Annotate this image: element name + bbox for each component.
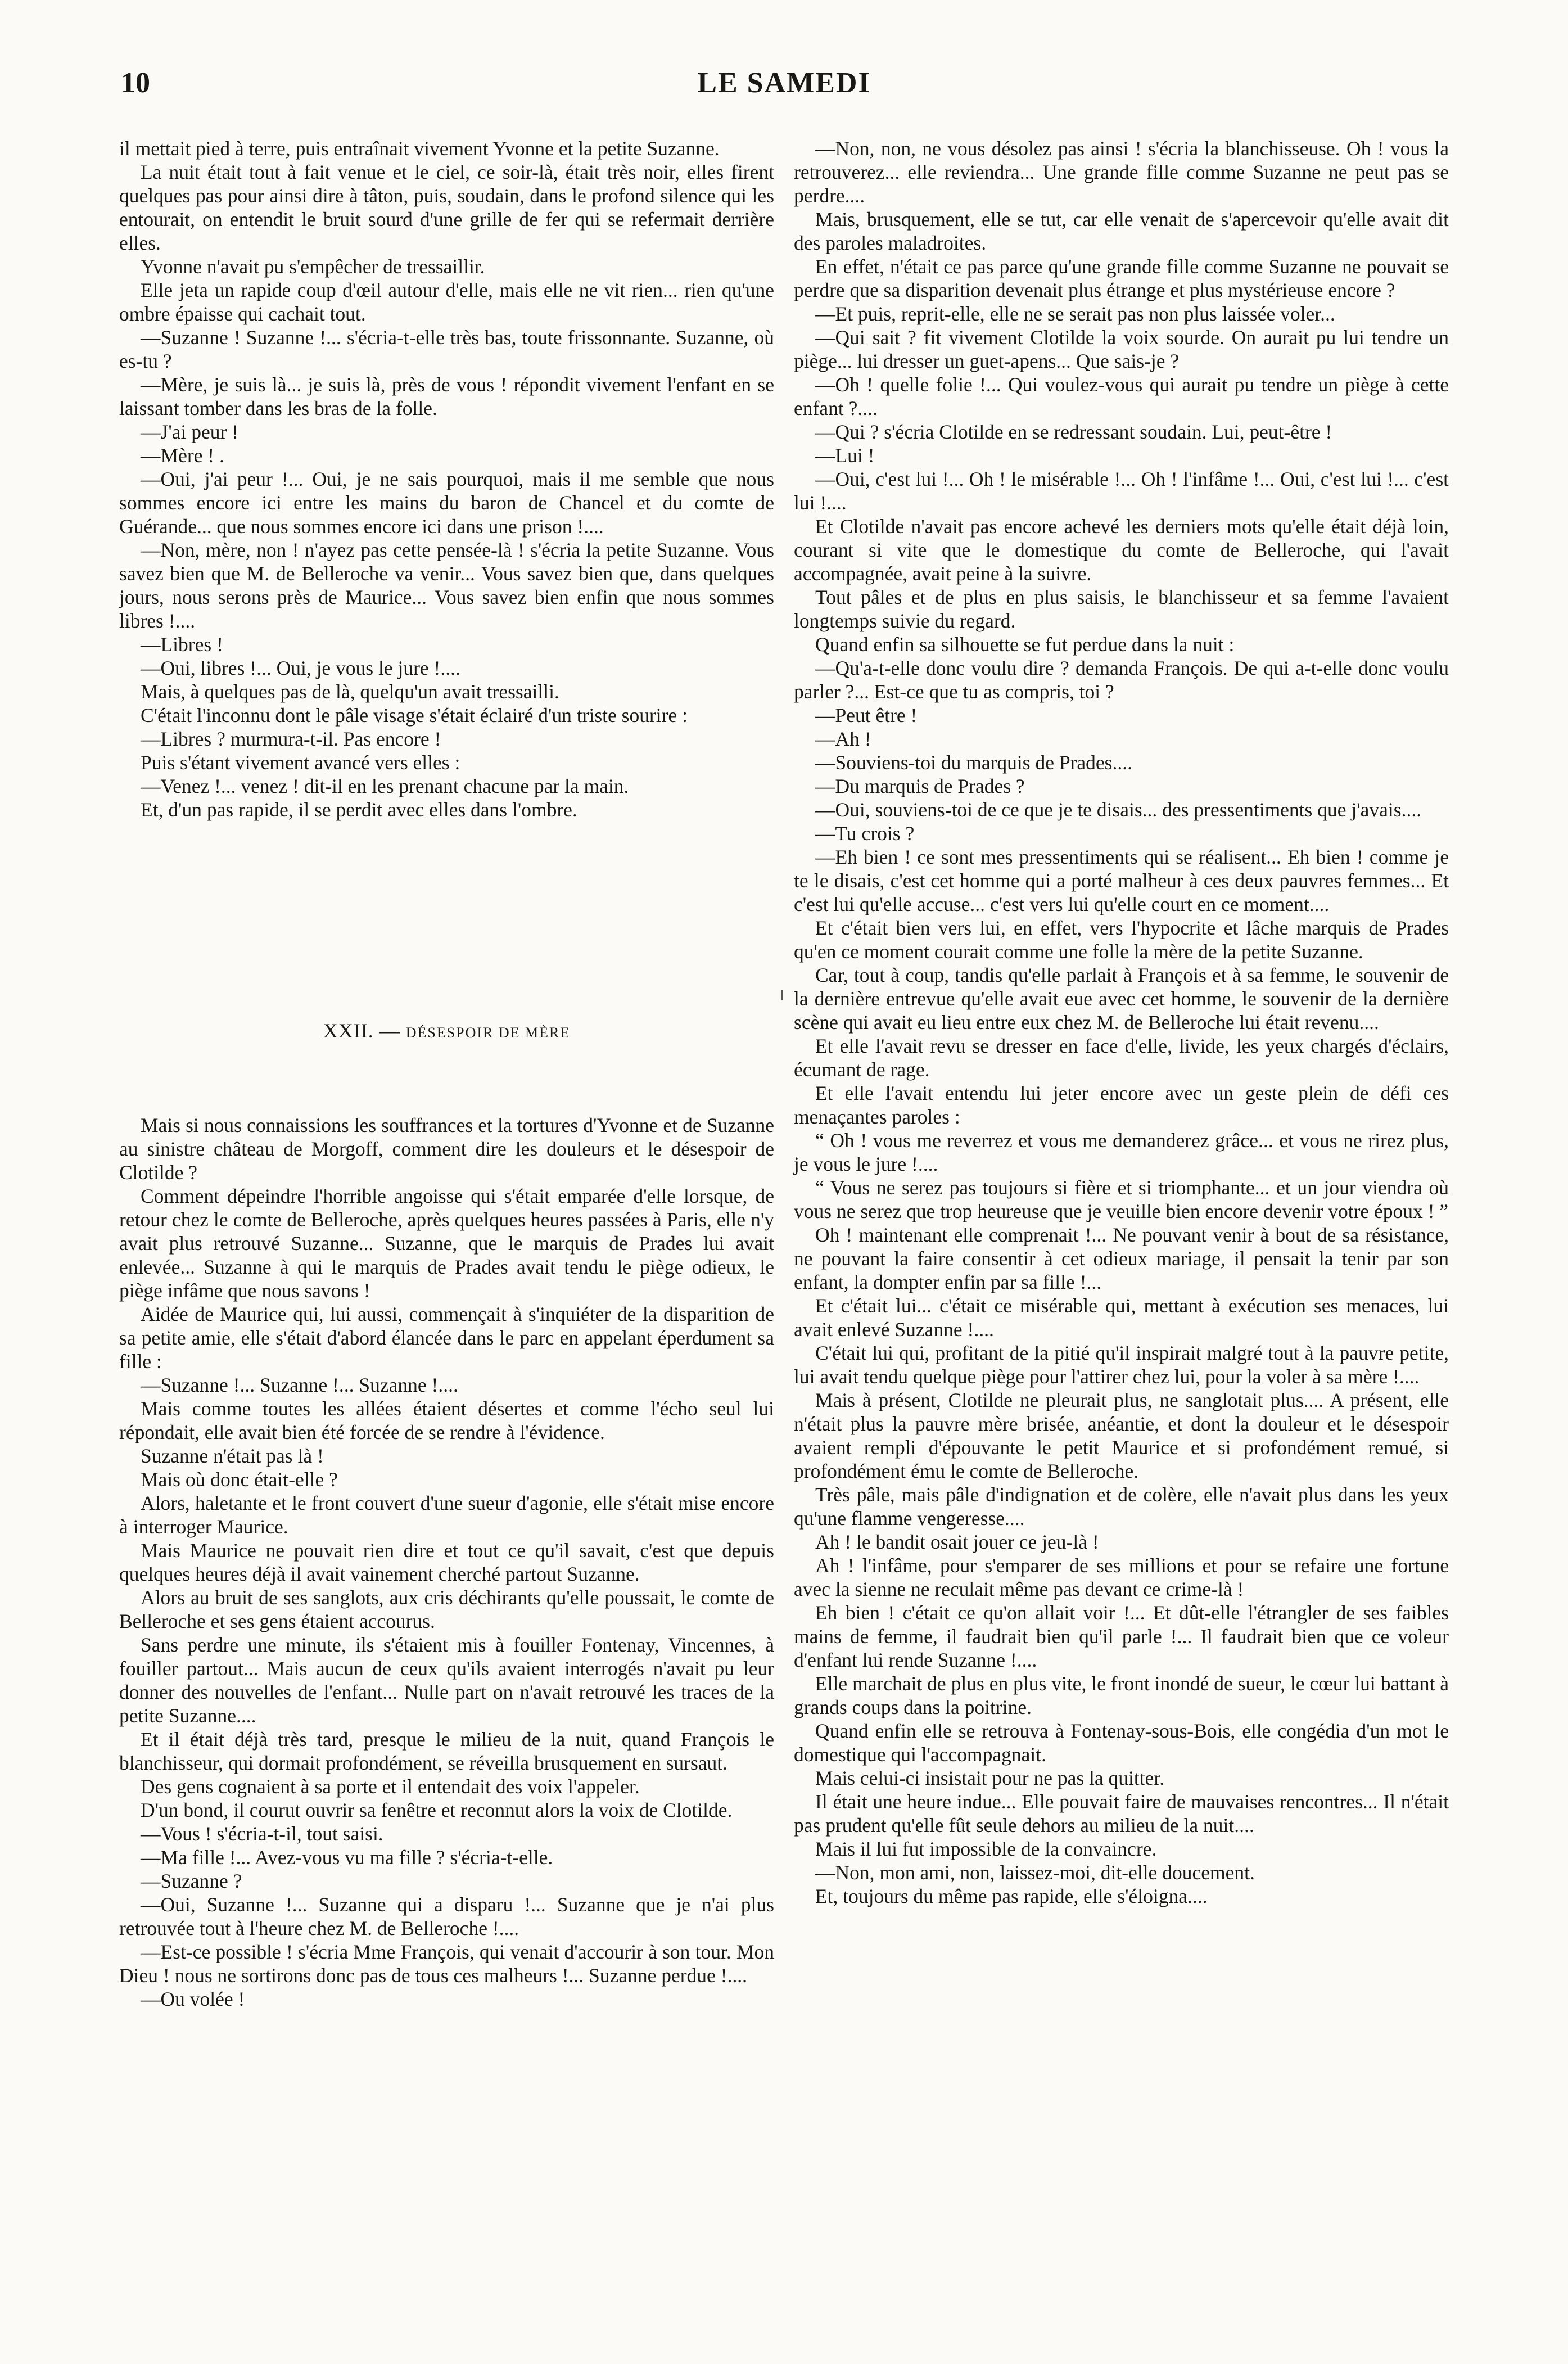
paragraph: —Ah !	[815, 728, 871, 750]
paragraph: Et, d'un pas rapide, il se perdit avec elles dans l'ombre.	[141, 798, 577, 821]
paragraph: Eh bien ! c'était ce qu'on allait voir !... Et dût-elle l'étrangler de ses faibles mains de femme, il faudrait bien qu'il parle !... Il faudrait bien que ce voleur d'enfant lui rende Suzanne !....	[794, 1601, 1449, 1671]
left-column-chapter	[119, 1113, 774, 2011]
left-column-top	[119, 137, 774, 822]
right-column	[794, 137, 1449, 1908]
paragraph: Mais où donc était-elle ?	[141, 1468, 338, 1491]
paragraph: Et elle l'avait revu se dresser en face d'elle, livide, les yeux chargés d'éclairs, écumant de rage.	[794, 1035, 1449, 1081]
paragraph: Mais, à quelques pas de là, quelqu'un avait tressailli.	[141, 680, 559, 703]
paragraph: Tout pâles et de plus en plus saisis, le blanchisseur et sa femme l'avaient longtemps suivie du regard.	[794, 586, 1449, 632]
paragraph: Et c'était lui... c'était ce misérable qui, mettant à exécution ses menaces, lui avait enlevé Suzanne !....	[794, 1294, 1449, 1341]
paragraph: —Vous ! s'écria-t-il, tout saisi.	[141, 1822, 383, 1845]
paragraph: il mettait pied à terre, puis entraînait vivement Yvonne et la petite Suzanne.	[119, 137, 720, 160]
column-rule	[781, 990, 783, 1000]
paragraph: Car, tout à coup, tandis qu'elle parlait à François et à sa femme, le souvenir de la dernière entrevue qu'elle avait eue avec cet homme, le souvenir de la dernière scène qui avait eu lieu entre eux chez M. de Belleroche lui était revenu....	[794, 964, 1449, 1034]
paragraph: —Libres !	[141, 633, 223, 656]
paragraph: —Et puis, reprit-elle, elle ne se serait pas non plus laissée voler...	[815, 303, 1335, 325]
paragraph: Oh ! maintenant elle comprenait !... Ne pouvant venir à bout de sa résistance, ne pouvant la faire consentir à cet odieux mariage, il pensait la tenir par son enfant, la dompter enfin par sa fille !...	[794, 1224, 1449, 1293]
chapter-heading	[119, 1019, 774, 1043]
paragraph: “ Oh ! vous me reverrez et vous me demanderez grâce... et vous ne rirez plus, je vous le jure !....	[794, 1129, 1449, 1175]
paragraph: Alors, haletante et le front couvert d'une sueur d'agonie, elle s'était mise encore à interroger Maurice.	[119, 1492, 774, 1538]
paragraph: D'un bond, il courut ouvrir sa fenêtre et reconnut alors la voix de Clotilde.	[141, 1799, 733, 1821]
paragraph: Suzanne n'était pas là !	[141, 1445, 324, 1467]
paragraph: Puis s'étant vivement avancé vers elles :	[141, 751, 460, 774]
paragraph: Quand enfin sa silhouette se fut perdue dans la nuit :	[815, 633, 1235, 656]
paragraph: C'était l'inconnu dont le pâle visage s'était éclairé d'un triste sourire :	[141, 704, 688, 727]
paragraph: —Du marquis de Prades ?	[815, 775, 1025, 797]
paragraph: Et il était déjà très tard, presque le milieu de la nuit, quand François le blanchisseur, qui dormait profondément, se réveilla brusquement en sursaut.	[119, 1728, 774, 1774]
paragraph: Mais Maurice ne pouvait rien dire et tout ce qu'il savait, c'est que depuis quelques heures déjà il avait vainement cherché partout Suzanne.	[119, 1539, 774, 1585]
paragraph: Ah ! l'infâme, pour s'emparer de ses millions et pour se refaire une fortune avec la sienne ne reculait même pas devant ce crime-là !	[794, 1554, 1449, 1600]
paragraph: Comment dépeindre l'horrible angoisse qui s'était emparée d'elle lorsque, de retour chez le comte de Belleroche, après quelques heures passées à Paris, elle n'y avait plus retrouvé Suzanne... Suzanne, que le marquis de Prades lui avait enlevée... Suzanne à qui le marquis de Prades avait tendu le piège odieux, le piège infâme que nous savons !	[119, 1185, 774, 1302]
paragraph: Aidée de Maurice qui, lui aussi, commençait à s'inquiéter de la disparition de sa petite amie, elle s'était d'abord élancée dans le parc en appelant éperdument sa fille :	[119, 1303, 774, 1373]
paragraph: —Venez !... venez ! dit-il en les prenant chacune par la main.	[141, 775, 629, 797]
paragraph: Elle marchait de plus en plus vite, le front inondé de sueur, le cœur lui battant à grands coups dans la poitrine.	[794, 1672, 1449, 1718]
paragraph: La nuit était tout à fait venue et le ciel, ce soir-là, était très noir, elles firent quelques pas pour ainsi dire à tâton, puis, soudain, dans le profond silence qui les entourait, on entendit le bruit sourd d'une grille de fer qui se refermait derrière elles.	[119, 161, 774, 254]
paragraph: —Qui ? s'écria Clotilde en se redressant soudain. Lui, peut-être !	[815, 421, 1332, 443]
paragraph: Mais celui-ci insistait pour ne pas la quitter.	[815, 1767, 1165, 1789]
paragraph: —Non, mère, non ! n'ayez pas cette pensée-là ! s'écria la petite Suzanne. Vous savez bien que M. de Belleroche va venir... Vous savez bien que, dans quelques jours, nous serons près de Maurice... Vous savez bien enfin que nous sommes libres !....	[119, 539, 774, 632]
paragraph: —Qui sait ? fit vivement Clotilde la voix sourde. On aurait pu lui tendre un piège... lui dresser un guet-apens... Que sais-je ?	[794, 326, 1449, 372]
paragraph: Mais à présent, Clotilde ne pleurait plus, ne sanglotait plus.... A présent, elle n'était plus la pauvre mère brisée, anéantie, et dont la douleur et le désespoir avaient rempli d'épouvante le petit Maurice et si profondément remué, si profondément ému le comte de Belleroche.	[794, 1389, 1449, 1482]
paragraph: Très pâle, mais pâle d'indignation et de colère, elle n'avait plus dans les yeux qu'une flamme vengeresse....	[794, 1483, 1449, 1530]
paragraph: —J'ai peur !	[141, 421, 238, 443]
paragraph: Yvonne n'avait pu s'empêcher de tressaillir.	[141, 255, 485, 278]
paragraph: “ Vous ne serez pas toujours si fière et si triomphante... et un jour viendra où vous ne serez que trop heureuse que je veuille bien encore devenir votre époux ! ”	[794, 1176, 1449, 1222]
paragraph: —Suzanne ?	[141, 1870, 242, 1892]
paragraph: —Mère ! .	[141, 444, 224, 467]
page-number: 10	[121, 67, 150, 99]
chapter-title: DÉSESPOIR DE MÈRE	[405, 1025, 571, 1041]
paragraph: —Oui, libres !... Oui, je vous le jure !....	[141, 657, 460, 679]
paragraph: —Suzanne !... Suzanne !... Suzanne !....	[141, 1374, 458, 1396]
paragraph: Et c'était bien vers lui, en effet, vers l'hypocrite et lâche marquis de Prades qu'en ce moment courait comme une folle la mère de la petite Suzanne.	[794, 917, 1449, 963]
paragraph: —Lui !	[815, 444, 875, 467]
paragraph: Et Clotilde n'avait pas encore achevé les derniers mots qu'elle était déjà loin, courant si vite que le domestique du comte de Belleroche, qui l'avait accompagnée, avait peine à la suivre.	[794, 515, 1449, 585]
paragraph: —Mère, je suis là... je suis là, près de vous ! répondit vivement l'enfant en se laissant tomber dans les bras de la folle.	[119, 373, 774, 419]
paragraph: Des gens cognaient à sa porte et il entendait des voix l'appeler.	[141, 1775, 640, 1798]
paragraph: —Oui, souviens-toi de ce que je te disais... des pressentiments que j'avais....	[815, 798, 1422, 821]
paragraph: Mais si nous connaissions les souffrances et la tortures d'Yvonne et de Suzanne au sinistre château de Morgoff, comment dire les douleurs et le désespoir de Clotilde ?	[119, 1114, 774, 1184]
paragraph: —Est-ce possible ! s'écria Mme François, qui venait d'accourir à son tour. Mon Dieu ! nous ne sortirons donc pas de tous ces malheurs !... Suzanne perdue !....	[119, 1941, 774, 1987]
paragraph: —Oui, Suzanne !... Suzanne qui a disparu !... Suzanne que je n'ai plus retrouvée tout à l'heure chez M. de Belleroche !....	[119, 1893, 774, 1939]
chapter-number: XXII. —	[323, 1019, 400, 1042]
paragraph: Mais il lui fut impossible de la convaincre.	[815, 1838, 1157, 1860]
paragraph: —Oui, j'ai peur !... Oui, je ne sais pourquoi, mais il me semble que nous sommes encore ici entre les mains du baron de Chancel et du comte de Guérande... que nous sommes encore ici dans une prison !....	[119, 468, 774, 538]
paragraph: Mais, brusquement, elle se tut, car elle venait de s'apercevoir qu'elle avait dit des paroles maladroites.	[794, 208, 1449, 254]
paragraph: —Oui, c'est lui !... Oh ! le misérable !... Oh ! l'infâme !... Oui, c'est lui !... c'est lui !....	[794, 468, 1449, 514]
paragraph: Et, toujours du même pas rapide, elle s'éloigna....	[815, 1885, 1208, 1907]
paragraph: —Oh ! quelle folie !... Qui voulez-vous qui aurait pu tendre un piège à cette enfant ?....	[794, 373, 1449, 419]
paragraph: —Peut être !	[815, 704, 918, 727]
paragraph: —Tu crois ?	[815, 822, 915, 845]
paragraph: —Libres ? murmura-t-il. Pas encore !	[141, 728, 441, 750]
paragraph: Ah ! le bandit osait jouer ce jeu-là !	[815, 1531, 1099, 1553]
paragraph: —Souviens-toi du marquis de Prades....	[815, 751, 1132, 774]
paragraph: Mais comme toutes les allées étaient désertes et comme l'écho seul lui répondait, elle avait bien été forcée de se rendre à l'évidence.	[119, 1397, 774, 1443]
paragraph: —Ma fille !... Avez-vous vu ma fille ? s'écria-t-elle.	[141, 1846, 553, 1869]
paragraph: C'était lui qui, profitant de la pitié qu'il inspirait malgré tout à la pauvre petite, lui avait tendu quelque piège pour l'attirer chez lui, pour la voler à sa mère !....	[794, 1342, 1449, 1388]
paragraph: Et elle l'avait entendu lui jeter encore avec un geste plein de défi ces menaçantes paroles :	[794, 1082, 1449, 1128]
paragraph: —Eh bien ! ce sont mes pressentiments qui se réalisent... Eh bien ! comme je te le disais, c'est cet homme qui a porté malheur à ces deux pauvres femmes... Et c'est lui qu'elle accuse... c'est vers lui qu'elle court en ce moment....	[794, 846, 1449, 915]
paragraph: —Non, mon ami, non, laissez-moi, dit-elle doucement.	[815, 1861, 1255, 1884]
paragraph: —Suzanne ! Suzanne !... s'écria-t-elle très bas, toute frissonnante. Suzanne, où es-tu ?	[119, 326, 774, 372]
paragraph: Il était une heure indue... Elle pouvait faire de mauvaises rencontres... Il n'était pas prudent qu'elle fût seule dehors au milieu de la nuit....	[794, 1790, 1449, 1837]
paragraph: Elle jeta un rapide coup d'œil autour d'elle, mais elle ne vit rien... rien qu'une ombre épaisse qui cachait tout.	[119, 279, 774, 325]
paragraph: En effet, n'était ce pas parce qu'une grande fille comme Suzanne ne pouvait se perdre que sa disparition devenait plus étrange et plus mystérieuse encore ?	[794, 255, 1449, 301]
paragraph: Quand enfin elle se retrouva à Fontenay-sous-Bois, elle congédia d'un mot le domestique qui l'accompagnait.	[794, 1720, 1449, 1766]
paragraph: —Ou volée !	[141, 1988, 245, 2010]
paragraph: Alors au bruit de ses sanglots, aux cris déchirants qu'elle poussait, le comte de Belleroche et ses gens étaient accourus.	[119, 1586, 774, 1632]
paragraph: —Qu'a-t-elle donc voulu dire ? demanda François. De qui a-t-elle donc voulu parler ?... Est-ce que tu as compris, toi ?	[794, 657, 1449, 703]
paragraph: —Non, non, ne vous désolez pas ainsi ! s'écria la blanchisseuse. Oh ! vous la retrouverez... elle reviendra... Une grande fille comme Suzanne ne peut pas se perdre....	[794, 137, 1449, 207]
paragraph: Sans perdre une minute, ils s'étaient mis à fouiller Fontenay, Vincennes, à fouiller partout... Mais aucun de ceux qu'ils avaient interrogés n'avait pu leur donner des nouvelles de l'enfant... Nulle part on n'avait retrouvé les traces de la petite Suzanne....	[119, 1634, 774, 1727]
journal-title: LE SAMEDI	[697, 67, 871, 99]
